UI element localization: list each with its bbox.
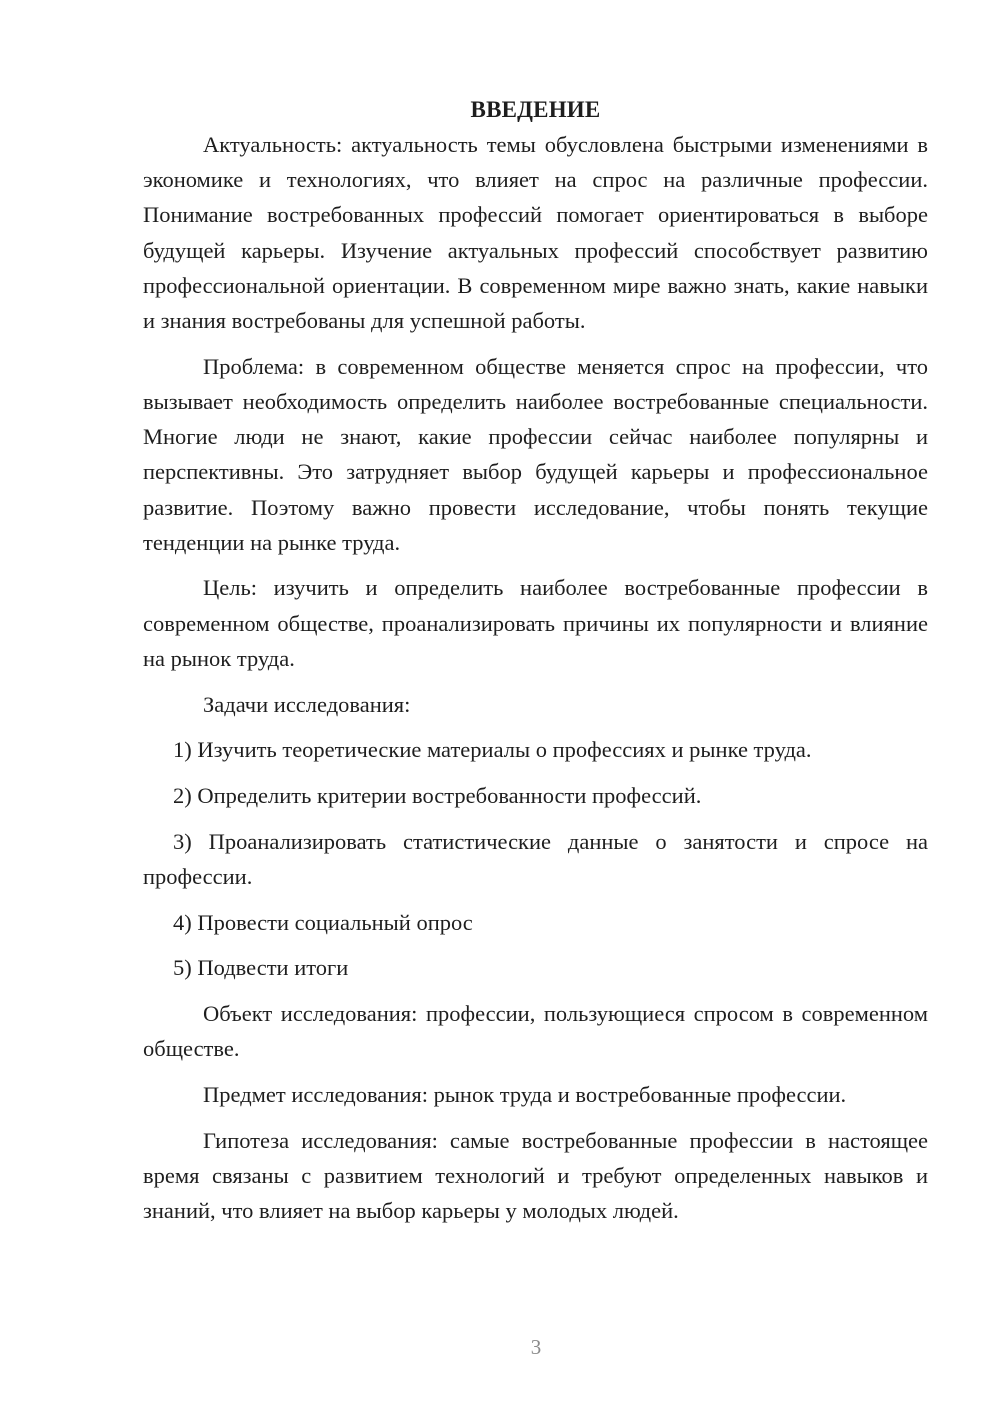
list-item: 2) Определить критерии востребованности профессий.	[173, 782, 702, 808]
paragraph-relevance: Актуальность: актуальность темы обусловлена быстрыми изменениями в экономике и технологиях, что влияет на спрос на различные профессии. Понимание востребованных профессий помогает ориентироваться в выборе будущей карьеры. Изучение актуальных профессий способствует развитию профессиональной ориентации. В современном мире важно знать, какие навыки и знания востребованы для успешной работы.	[143, 132, 928, 334]
list-item: 4) Провести социальный опрос	[173, 909, 473, 935]
list-item: 3) Проанализировать статистические данные о занятости и спросе на профессии.	[143, 828, 928, 889]
paragraph-goal: Цель: изучить и определить наиболее востребованные профессии в современном обществе, проанализировать причины их популярности и влияние на рынок труда.	[143, 575, 928, 671]
page-number: 3	[530, 1335, 542, 1359]
tasks-heading: Задачи исследования:	[203, 691, 411, 717]
paragraph-object: Объект исследования: профессии, пользующиеся спросом в современном обществе.	[143, 1000, 928, 1062]
paragraph-hypothesis: Гипотеза исследования: самые востребованные профессии в настоящее время связаны с развитием технологий и требуют определенных навыков и знаний, что влияет на выбор карьеры у молодых людей.	[143, 1127, 928, 1223]
paragraph-subject: Предмет исследования: рынок труда и востребованные профессии.	[203, 1081, 847, 1107]
document-page	[143, 92, 928, 1239]
list-item: 1) Изучить теоретические материалы о профессиях и рынке труда.	[173, 737, 812, 763]
document-title: ВВЕДЕНИЕ	[470, 97, 601, 122]
list-item: 5) Подвести итоги	[173, 955, 349, 981]
paragraph-problem: Проблема: в современном обществе меняется спрос на профессии, что вызывает необходимость определить наиболее востребованные специальности. Многие люди не знают, какие профессии сейчас наиболее популярны и перспективны. Это затрудняет выбор будущей карьеры и профессиональное развитие. Поэтому важно провести исследование, чтобы понять текущие тенденции на рынке труда.	[143, 353, 928, 555]
